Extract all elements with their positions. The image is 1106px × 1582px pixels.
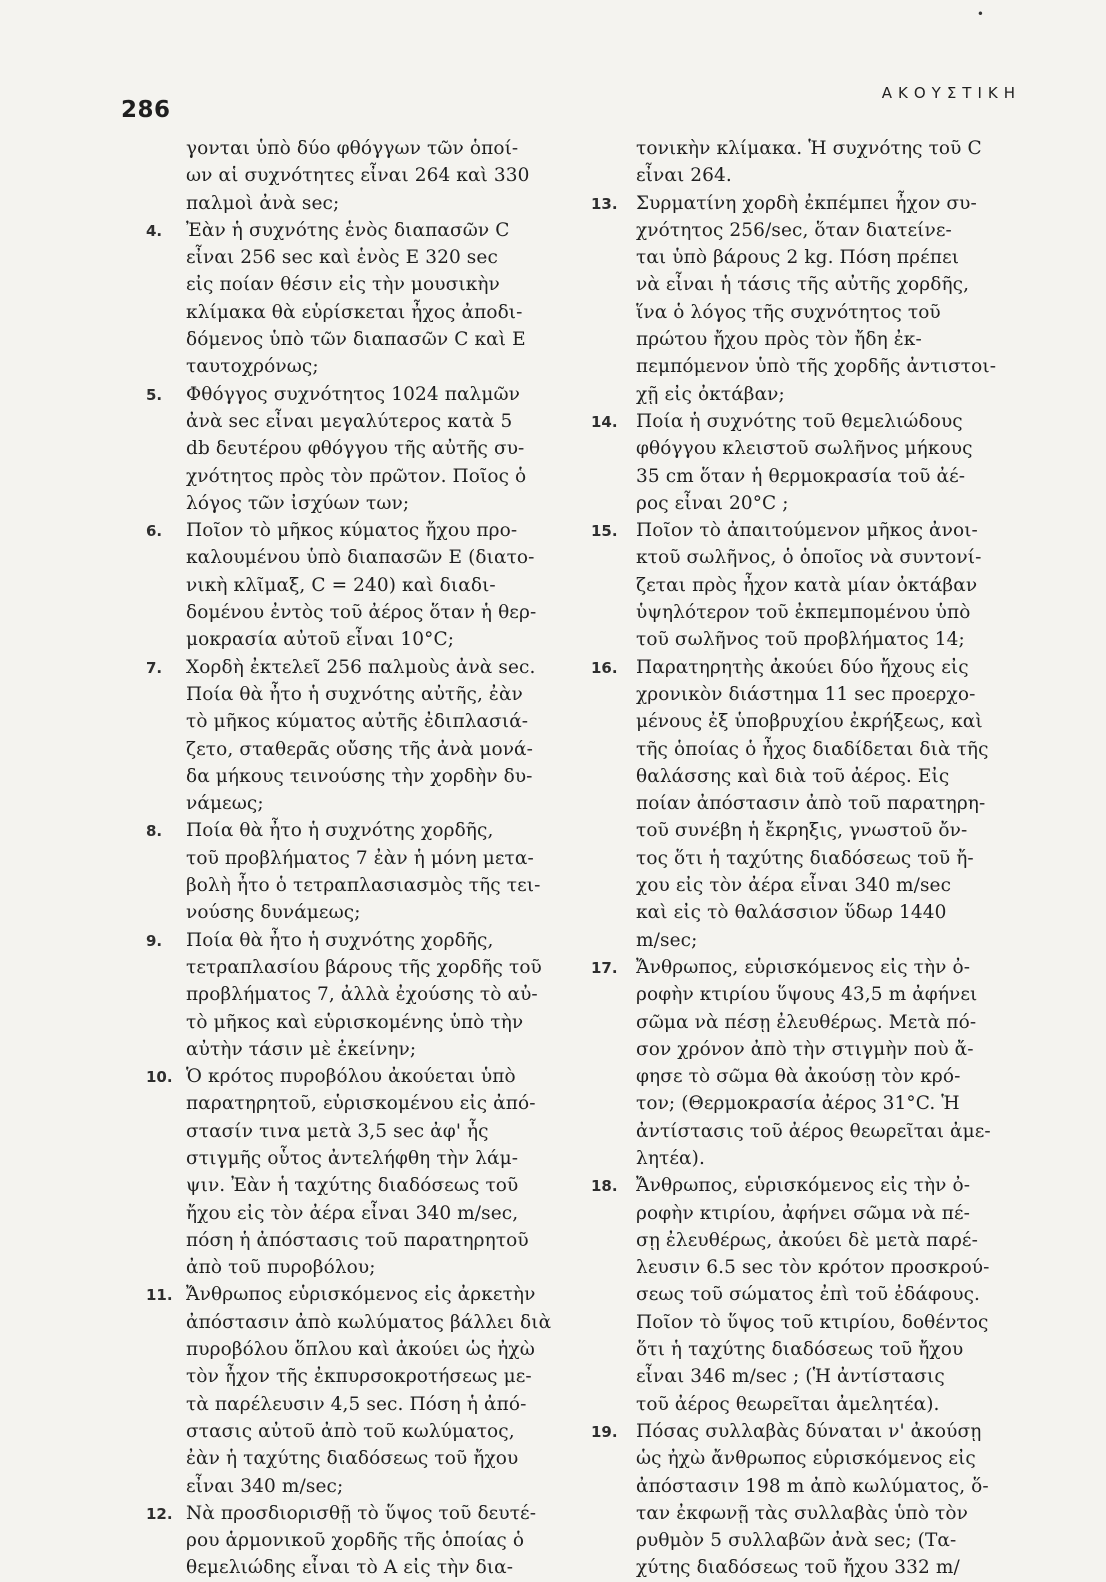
problem-text: [636, 408, 1043, 517]
problem-number: 18.: [591, 1177, 618, 1196]
text-line: σῶμα νὰ πέσῃ ἐλευθέρως. Μετὰ πό-: [636, 1011, 977, 1033]
text-line: ἵνα ὁ λόγος τῆς συχνότητος τοῦ: [636, 301, 941, 323]
text-line: στιγμῆς οὗτος ἀντελήφθη τὴν λάμ-: [186, 1147, 519, 1169]
problem-text: [186, 1063, 541, 1281]
text-line: στασίν τινα μετὰ 3,5 sec ἀφ' ἧς: [186, 1120, 489, 1142]
text-line: δα μήκους τεινούσης τὴν χορδὴν δυ-: [186, 765, 533, 787]
text-line: λητέα).: [636, 1147, 705, 1169]
problem-item: [146, 927, 541, 1063]
problem-text: [186, 817, 541, 926]
text-line: σον χρόνον ἀπὸ τὴν στιγμὴν ποὺ ἄ-: [636, 1038, 974, 1060]
text-line: εἶναι 340 m/sec;: [186, 1475, 344, 1497]
problem-item: [591, 517, 1043, 653]
text-line: τετραπλασίου βάρους τῆς χορδῆς τοῦ: [186, 956, 542, 978]
text-line: db δευτέρου φθόγγου τῆς αὐτῆς συ-: [186, 438, 525, 460]
text-line: ἀπὸ τοῦ πυροβόλου;: [186, 1257, 376, 1279]
problem-number: 10.: [146, 1068, 173, 1087]
text-line: ἤχου εἰς τὸν ἀέρα εἶναι 340 m/sec,: [186, 1202, 519, 1224]
text-line: εἶναι 264.: [636, 165, 732, 187]
text-line: κτοῦ σωλῆνος, ὁ ὁποῖος νὰ συντονί-: [636, 547, 982, 569]
problem-item: [146, 1063, 541, 1281]
text-line: χρονικὸν διάστημα 11 sec προερχο-: [636, 683, 976, 705]
text-line: Ποία θὰ ἦτο ἡ συχνότης αὐτῆς, ἐὰν: [186, 683, 523, 705]
text-line: καὶ εἰς τὸ θαλάσσιον ὕδωρ 1440: [636, 902, 947, 924]
text-line: Ποία ἡ συχνότης τοῦ θεμελιώδους: [636, 410, 963, 432]
running-head: ΑΚΟΥΣΤΙΚΗ: [881, 84, 1021, 102]
text-line: νικὴ κλῖμαξ, C = 240) καὶ διαδι-: [186, 574, 496, 596]
problem-number: 11.: [146, 1286, 173, 1305]
problem-number: 15.: [591, 522, 618, 541]
text-line: Ὁ κρότος πυροβόλου ἀκούεται ὑπὸ: [186, 1066, 516, 1088]
problem-text: [636, 654, 1043, 954]
text-line: ἀνὰ sec εἶναι μεγαλύτερος κατὰ 5: [186, 410, 513, 432]
text-line: τοῦ προβλήματος 7 ἐὰν ἡ μόνη μετα-: [186, 847, 534, 869]
text-line: εἰς ποίαν θέσιν εἰς τὴν μουσικὴν: [186, 274, 500, 296]
text-line: Χορδὴ ἐκτελεῖ 256 παλμοὺς ἀνὰ sec.: [186, 656, 536, 678]
text-line: ρυθμὸν 5 συλλαβῶν ἀνὰ sec; (Τα-: [636, 1530, 957, 1552]
text-line: πόση ἡ ἀπόστασις τοῦ παρατηρητοῦ: [186, 1229, 529, 1251]
text-line: ἀντίστασις τοῦ ἀέρος θεωρεῖται ἀμε-: [636, 1120, 991, 1142]
problem-number: 8.: [146, 822, 163, 841]
problem-item: [591, 654, 1043, 954]
text-line: ψιν. Ἐὰν ἡ ταχύτης διαδόσεως τοῦ: [186, 1175, 519, 1197]
text-line: Ποῖον τὸ ἀπαιτούμενον μῆκος ἀνοι-: [636, 520, 978, 542]
problem-item: [591, 190, 1043, 408]
text-line: Ἄνθρωπος, εὑρισκόμενος εἰς τὴν ὀ-: [636, 1175, 971, 1197]
text-line: Ποία θὰ ἦτο ἡ συχνότης χορδῆς,: [186, 929, 494, 951]
problem-item: [146, 817, 541, 926]
text-line: βολὴ ἦτο ὁ τετραπλασιασμὸς τῆς τει-: [186, 875, 541, 897]
text-line: λευσιν 6.5 sec τὸν κρότον προσκρού-: [636, 1257, 990, 1279]
text-line: πεμπόμενον ὑπὸ τῆς χορδῆς ἀντιστοι-: [636, 356, 997, 378]
text-line: Ἄνθρωπος εὑρισκόμενος εἰς ἀρκετὴν: [186, 1284, 536, 1306]
continuation-text: [146, 135, 541, 217]
text-line: ἀπόστασιν 198 m ἀπὸ κωλύματος, ὅ-: [636, 1475, 989, 1497]
problem-item: [146, 654, 541, 818]
text-line: νούσης δυνάμεως;: [186, 902, 361, 924]
problem-number: 4.: [146, 221, 163, 240]
text-line: χνότητος 256/sec, ὅταν διατείνε-: [636, 219, 952, 241]
text-line: τοῦ συνέβη ἡ ἔκρηξις, γνωστοῦ ὄν-: [636, 820, 968, 842]
text-line: Νὰ προσδιορισθῇ τὸ ὕψος τοῦ δευτέ-: [186, 1502, 537, 1524]
text-line: τονικὴν κλίμακα. Ἡ συχνότης τοῦ C: [636, 138, 982, 159]
text-line: καλουμένου ὑπὸ διαπασῶν E (διατο-: [186, 547, 535, 569]
text-line: παρατηρητοῦ, εὑρισκομένου εἰς ἀπό-: [186, 1093, 536, 1115]
text-line: προβλήματος 7, ἀλλὰ ἐχούσης τὸ αὐ-: [186, 984, 538, 1006]
problem-text: [186, 927, 542, 1063]
problem-number: 9.: [146, 931, 163, 950]
text-line: τοῦ ἀέρος θεωρεῖται ἀμελητέα).: [636, 1393, 940, 1415]
text-line: ὡς ἠχὼ ἄνθρωπος εὑρισκόμενος εἰς: [636, 1448, 976, 1470]
text-line: τὸ μῆκος κύματος αὐτῆς ἐδιπλασιά-: [186, 711, 529, 733]
text-line: 35 cm ὅταν ἡ θερμοκρασία τοῦ ἀέ-: [636, 465, 966, 487]
problem-number: 12.: [146, 1504, 173, 1523]
text-line: στασις αὐτοῦ ἀπὸ τοῦ κωλύματος,: [186, 1420, 515, 1442]
text-line: ζεται πρὸς ἦχον κατὰ μίαν ὀκτάβαν: [636, 574, 978, 596]
problem-item: [591, 408, 1043, 517]
text-line: ρος εἶναι 20°C ;: [636, 492, 789, 514]
text-line: νάμεως;: [186, 793, 264, 815]
problem-text: [186, 517, 541, 653]
problem-item: [591, 1172, 1043, 1418]
problem-number: 5.: [146, 385, 163, 404]
text-line: τὰ παρέλευσιν 4,5 sec. Πόση ἡ ἀπό-: [186, 1393, 527, 1415]
text-line: m/sec;: [636, 929, 698, 951]
page-number: 286: [121, 97, 171, 123]
text-line: παλμοὶ ἀνὰ sec;: [186, 192, 340, 214]
problem-item: [591, 954, 1043, 1172]
text-line: ὅτι ἡ ταχύτης διαδόσεως τοῦ ἤχου: [636, 1339, 964, 1361]
text-line: τον; (Θερμοκρασία ἀέρος 31°C. Ἡ: [636, 1093, 960, 1115]
problem-item: [146, 517, 541, 653]
problem-text: [186, 217, 541, 381]
problem-text: [186, 1281, 551, 1499]
text-line: σεως τοῦ σώματος ἐπὶ τοῦ ἐδάφους.: [636, 1284, 981, 1306]
text-line: τος ὅτι ἡ ταχύτης διαδόσεως τοῦ ἤ-: [636, 847, 974, 869]
text-line: εἶναι 346 m/sec ; (Ἡ ἀντίστασις: [636, 1366, 945, 1388]
text-line: ζετο, σταθερᾶς οὔσης τῆς ἀνὰ μονά-: [186, 738, 533, 760]
text-line: πυροβόλου ὅπλου καὶ ἀκούει ὡς ἠχὼ: [186, 1339, 535, 1361]
problem-number: 14.: [591, 412, 618, 431]
text-line: τῆς ὁποίας ὁ ἦχος διαδίδεται διὰ τῆς: [636, 738, 989, 760]
right-column: [591, 135, 1043, 1582]
text-line: Ποία θὰ ἦτο ἡ συχνότης χορδῆς,: [186, 820, 494, 842]
text-line: λόγος τῶν ἰσχύων των;: [186, 492, 410, 514]
problem-number: 17.: [591, 958, 618, 977]
text-line: χύτης διαδόσεως τοῦ ἤχου 332 m/: [636, 1557, 960, 1579]
text-line: δόμενος ὑπὸ τῶν διαπασῶν C καὶ E: [186, 329, 526, 351]
text-line: νὰ εἶναι ἡ τάσις τῆς αὐτῆς χορδῆς,: [636, 274, 970, 296]
text-line: φθόγγου κλειστοῦ σωλῆνος μήκους: [636, 438, 973, 460]
left-column: [146, 135, 552, 1582]
text-line: Ἄνθρωπος, εὑρισκόμενος εἰς τὴν ὀ-: [636, 956, 971, 978]
problem-item: [146, 1500, 541, 1582]
text-line: ταν ἐκφωνῇ τὰς συλλαβὰς ὑπὸ τὸν: [636, 1502, 968, 1524]
text-line: τὸν ἦχον τῆς ἐκπυρσοκροτήσεως με-: [186, 1366, 532, 1388]
text-line: φησε τὸ σῶμα θὰ ἀκούσῃ τὸν κρό-: [636, 1066, 961, 1088]
text-line: γονται ὑπὸ δύο φθόγγων τῶν ὁποί-: [186, 138, 519, 159]
text-line: Συρματίνη χορδὴ ἐκπέμπει ἦχον συ-: [636, 192, 977, 214]
continuation-text: [591, 135, 1043, 190]
text-line: ροφὴν κτιρίου ὕψους 43,5 m ἀφήνει: [636, 984, 978, 1006]
corner-mark: •: [976, 7, 984, 21]
problem-text: [636, 1172, 1043, 1418]
text-line: ἐὰν ἡ ταχύτης διαδόσεως τοῦ ἤχου: [186, 1448, 519, 1470]
problem-text: [186, 1500, 541, 1582]
text-line: σῃ ἐλευθέρως, ἀκούει δὲ μετὰ παρέ-: [636, 1229, 978, 1251]
text-line: ται ὑπὸ βάρους 2 kg. Πόση πρέπει: [636, 247, 960, 269]
text-line: θεμελιώδης εἶναι τὸ A εἰς τὴν δια-: [186, 1557, 514, 1579]
text-line: τὸ μῆκος καὶ εὑρισκομένης ὑπὸ τὴν: [186, 1011, 524, 1033]
text-line: ταυτοχρόνως;: [186, 356, 319, 378]
problem-number: 13.: [591, 194, 618, 213]
text-line: ὑψηλότερον τοῦ ἐκπεμπομένου ὑπὸ: [636, 602, 971, 624]
text-line: ποίαν ἀπόστασιν ἀπὸ τοῦ παρατηρη-: [636, 793, 986, 815]
text-line: χνότητος πρὸς τὸν πρῶτον. Ποῖος ὁ: [186, 465, 527, 487]
text-line: ἀπόστασιν ἀπὸ κωλύματος βάλλει διὰ: [186, 1311, 552, 1333]
text-line: Πόσας συλλαβὰς δύναται ν' ἀκούσῃ: [636, 1420, 982, 1442]
text-line: Ποῖον τὸ ὕψος τοῦ κτιρίου, δοθέντος: [636, 1311, 989, 1333]
text-line: μένους ἐξ ὑποβρυχίου ἐκρήξεως, καὶ: [636, 711, 983, 733]
problem-item: [146, 1281, 552, 1499]
problem-number: 19.: [591, 1422, 618, 1441]
problem-text: [636, 190, 1043, 408]
text-line: χου εἰς τὸν ἀέρα εἶναι 340 m/sec: [636, 875, 952, 897]
text-line: Ποῖον τὸ μῆκος κύματος ἤχου προ-: [186, 520, 518, 542]
text-line: χῇ εἰς ὀκτάβαν;: [636, 383, 785, 405]
problem-item: [146, 381, 541, 517]
text-line: εἶναι 256 sec καὶ ἑνὸς E 320 sec: [186, 247, 498, 269]
problem-text: [636, 954, 1043, 1172]
problem-text: [186, 381, 541, 517]
problem-text: [636, 517, 1043, 653]
text-line: Ἐὰν ἡ συχνότης ἑνὸς διαπασῶν C: [186, 219, 510, 241]
text-line: ροφὴν κτιρίου, ἀφήνει σῶμα νὰ πέ-: [636, 1202, 971, 1224]
problem-item: [146, 217, 541, 381]
problem-number: 6.: [146, 522, 163, 541]
text-line: μοκρασία αὐτοῦ εἶναι 10°C;: [186, 629, 455, 651]
text-line: δομένου ἐντὸς τοῦ ἀέρος ὅταν ἡ θερ-: [186, 602, 537, 624]
text-line: πρώτου ἤχου πρὸς τὸν ἤδη ἐκ-: [636, 329, 922, 351]
text-line: θαλάσσης καὶ διὰ τοῦ ἀέρος. Εἰς: [636, 765, 950, 787]
text-line: τοῦ σωλῆνος τοῦ προβλήματος 14;: [636, 629, 965, 651]
text-line: ων αἱ συχνότητες εἶναι 264 καὶ 330: [186, 165, 530, 187]
problem-text: [186, 654, 541, 818]
text-line: ρου ἁρμονικοῦ χορδῆς τῆς ὁποίας ὁ: [186, 1530, 525, 1552]
text-line: αὐτὴν τάσιν μὲ ἐκείνην;: [186, 1038, 417, 1060]
problem-number: 7.: [146, 658, 163, 677]
text-line: κλίμακα θὰ εὑρίσκεται ἦχος ἀποδι-: [186, 301, 523, 323]
problem-number: 16.: [591, 658, 618, 677]
text-line: Φθόγγος συχνότητος 1024 παλμῶν: [186, 383, 521, 405]
text-line: Παρατηρητὴς ἀκούει δύο ἤχους εἰς: [636, 656, 969, 678]
